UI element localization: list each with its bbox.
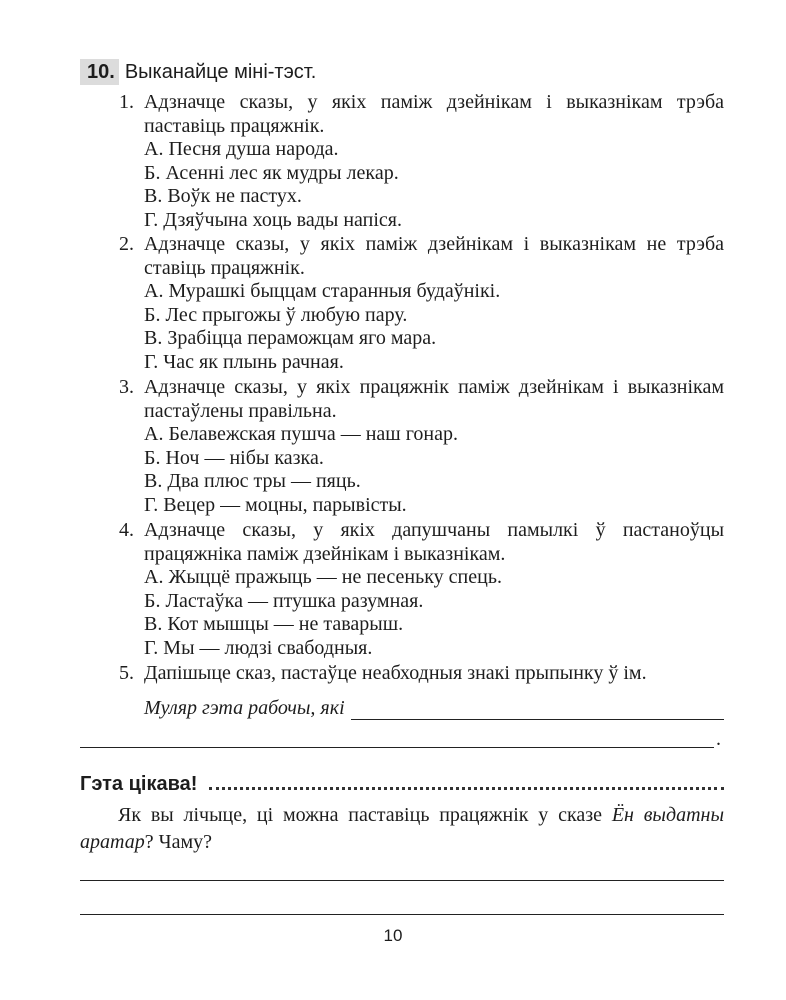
dotted-divider — [209, 775, 724, 790]
question-number: 5. — [119, 662, 134, 684]
interesting-text: Як вы лічыце, ці можна паставіць працяжнік у сказе — [118, 804, 612, 826]
interesting-question — [80, 802, 724, 856]
question-number: 2. — [119, 233, 134, 255]
question-text: Дапішыце сказ, пастаўце неабходныя знакі прыпынку ў ім. — [144, 662, 647, 684]
question-text: Адзначце сказы, у якіх паміж дзейнікам і выказнікам не трэба ставіць працяжнік. — [144, 233, 724, 279]
response-line-1[interactable] — [80, 862, 724, 881]
example-sentence: Ён выдатны аратар — [80, 804, 724, 853]
answer-row — [144, 696, 724, 720]
option-b[interactable]: Б. Ноч — нібы казка. — [144, 446, 324, 469]
option-c[interactable]: В. Два плюс тры — пяць. — [144, 470, 361, 493]
end-mark: . — [716, 728, 721, 750]
option-a[interactable]: А. Жыццё пражыць — не песеньку спець. — [144, 566, 502, 589]
option-d[interactable]: Г. Мы — людзі свабодныя. — [144, 636, 373, 659]
sentence-prefix: Муляр гэта рабочы, які — [144, 697, 345, 719]
option-a[interactable]: А. Мурашкі быццам старанныя будаўнікі. — [144, 280, 501, 303]
response-line-2[interactable] — [80, 896, 724, 915]
question-text: Адзначце сказы, у якіх дапушчаны памылкі ў пастаноўцы працяжніка паміж дзейнікам і выказнікам. — [144, 519, 724, 565]
option-c[interactable]: В. Воўк не пастух. — [144, 185, 302, 208]
question-3 — [119, 376, 724, 518]
question-4 — [119, 519, 724, 661]
answer-line-1[interactable] — [351, 703, 724, 720]
question-1 — [119, 91, 724, 233]
question-2 — [119, 233, 724, 375]
option-a[interactable]: А. Белавежская пушча — наш гонар. — [144, 423, 458, 446]
question-5 — [119, 662, 724, 686]
option-b[interactable]: Б. Ластаўка — птушка разумная. — [144, 589, 424, 612]
interesting-heading: Гэта цікава! — [80, 773, 198, 795]
option-b[interactable]: Б. Асенні лес як мудры лекар. — [144, 161, 399, 184]
interesting-text-end: ? Чаму? — [144, 831, 212, 853]
question-number: 1. — [119, 91, 134, 113]
exercise-number: 10. — [80, 59, 119, 85]
option-a[interactable]: А. Песня душа народа. — [144, 138, 339, 161]
answer-line-2[interactable] — [80, 729, 714, 748]
exercise-header — [80, 58, 316, 86]
interesting-title — [80, 772, 724, 796]
option-d[interactable]: Г. Час як плынь рачная. — [144, 350, 344, 373]
option-c[interactable]: В. Зрабіцца пераможцам яго мара. — [144, 327, 437, 350]
exercise-title: Выканайце міні-тэст. — [124, 61, 317, 83]
question-text: Адзначце сказы, у якіх працяжнік паміж дзейнікам і выказнікам пастаўлены правільна. — [144, 376, 724, 422]
option-d[interactable]: Г. Дзяўчына хоць вады напіся. — [144, 208, 403, 231]
option-d[interactable]: Г. Вецер — моцны, парывісты. — [144, 493, 407, 516]
question-text: Адзначце сказы, у якіх паміж дзейнікам і выказнікам трэба паставіць працяжнік. — [144, 91, 724, 137]
option-c[interactable]: В. Кот мышцы — не таварыш. — [144, 613, 404, 636]
page-number: 10 — [383, 926, 403, 945]
question-number: 3. — [119, 376, 134, 398]
option-b[interactable]: Б. Лес прыгожы ў любую пару. — [144, 303, 408, 326]
question-number: 4. — [119, 519, 134, 541]
